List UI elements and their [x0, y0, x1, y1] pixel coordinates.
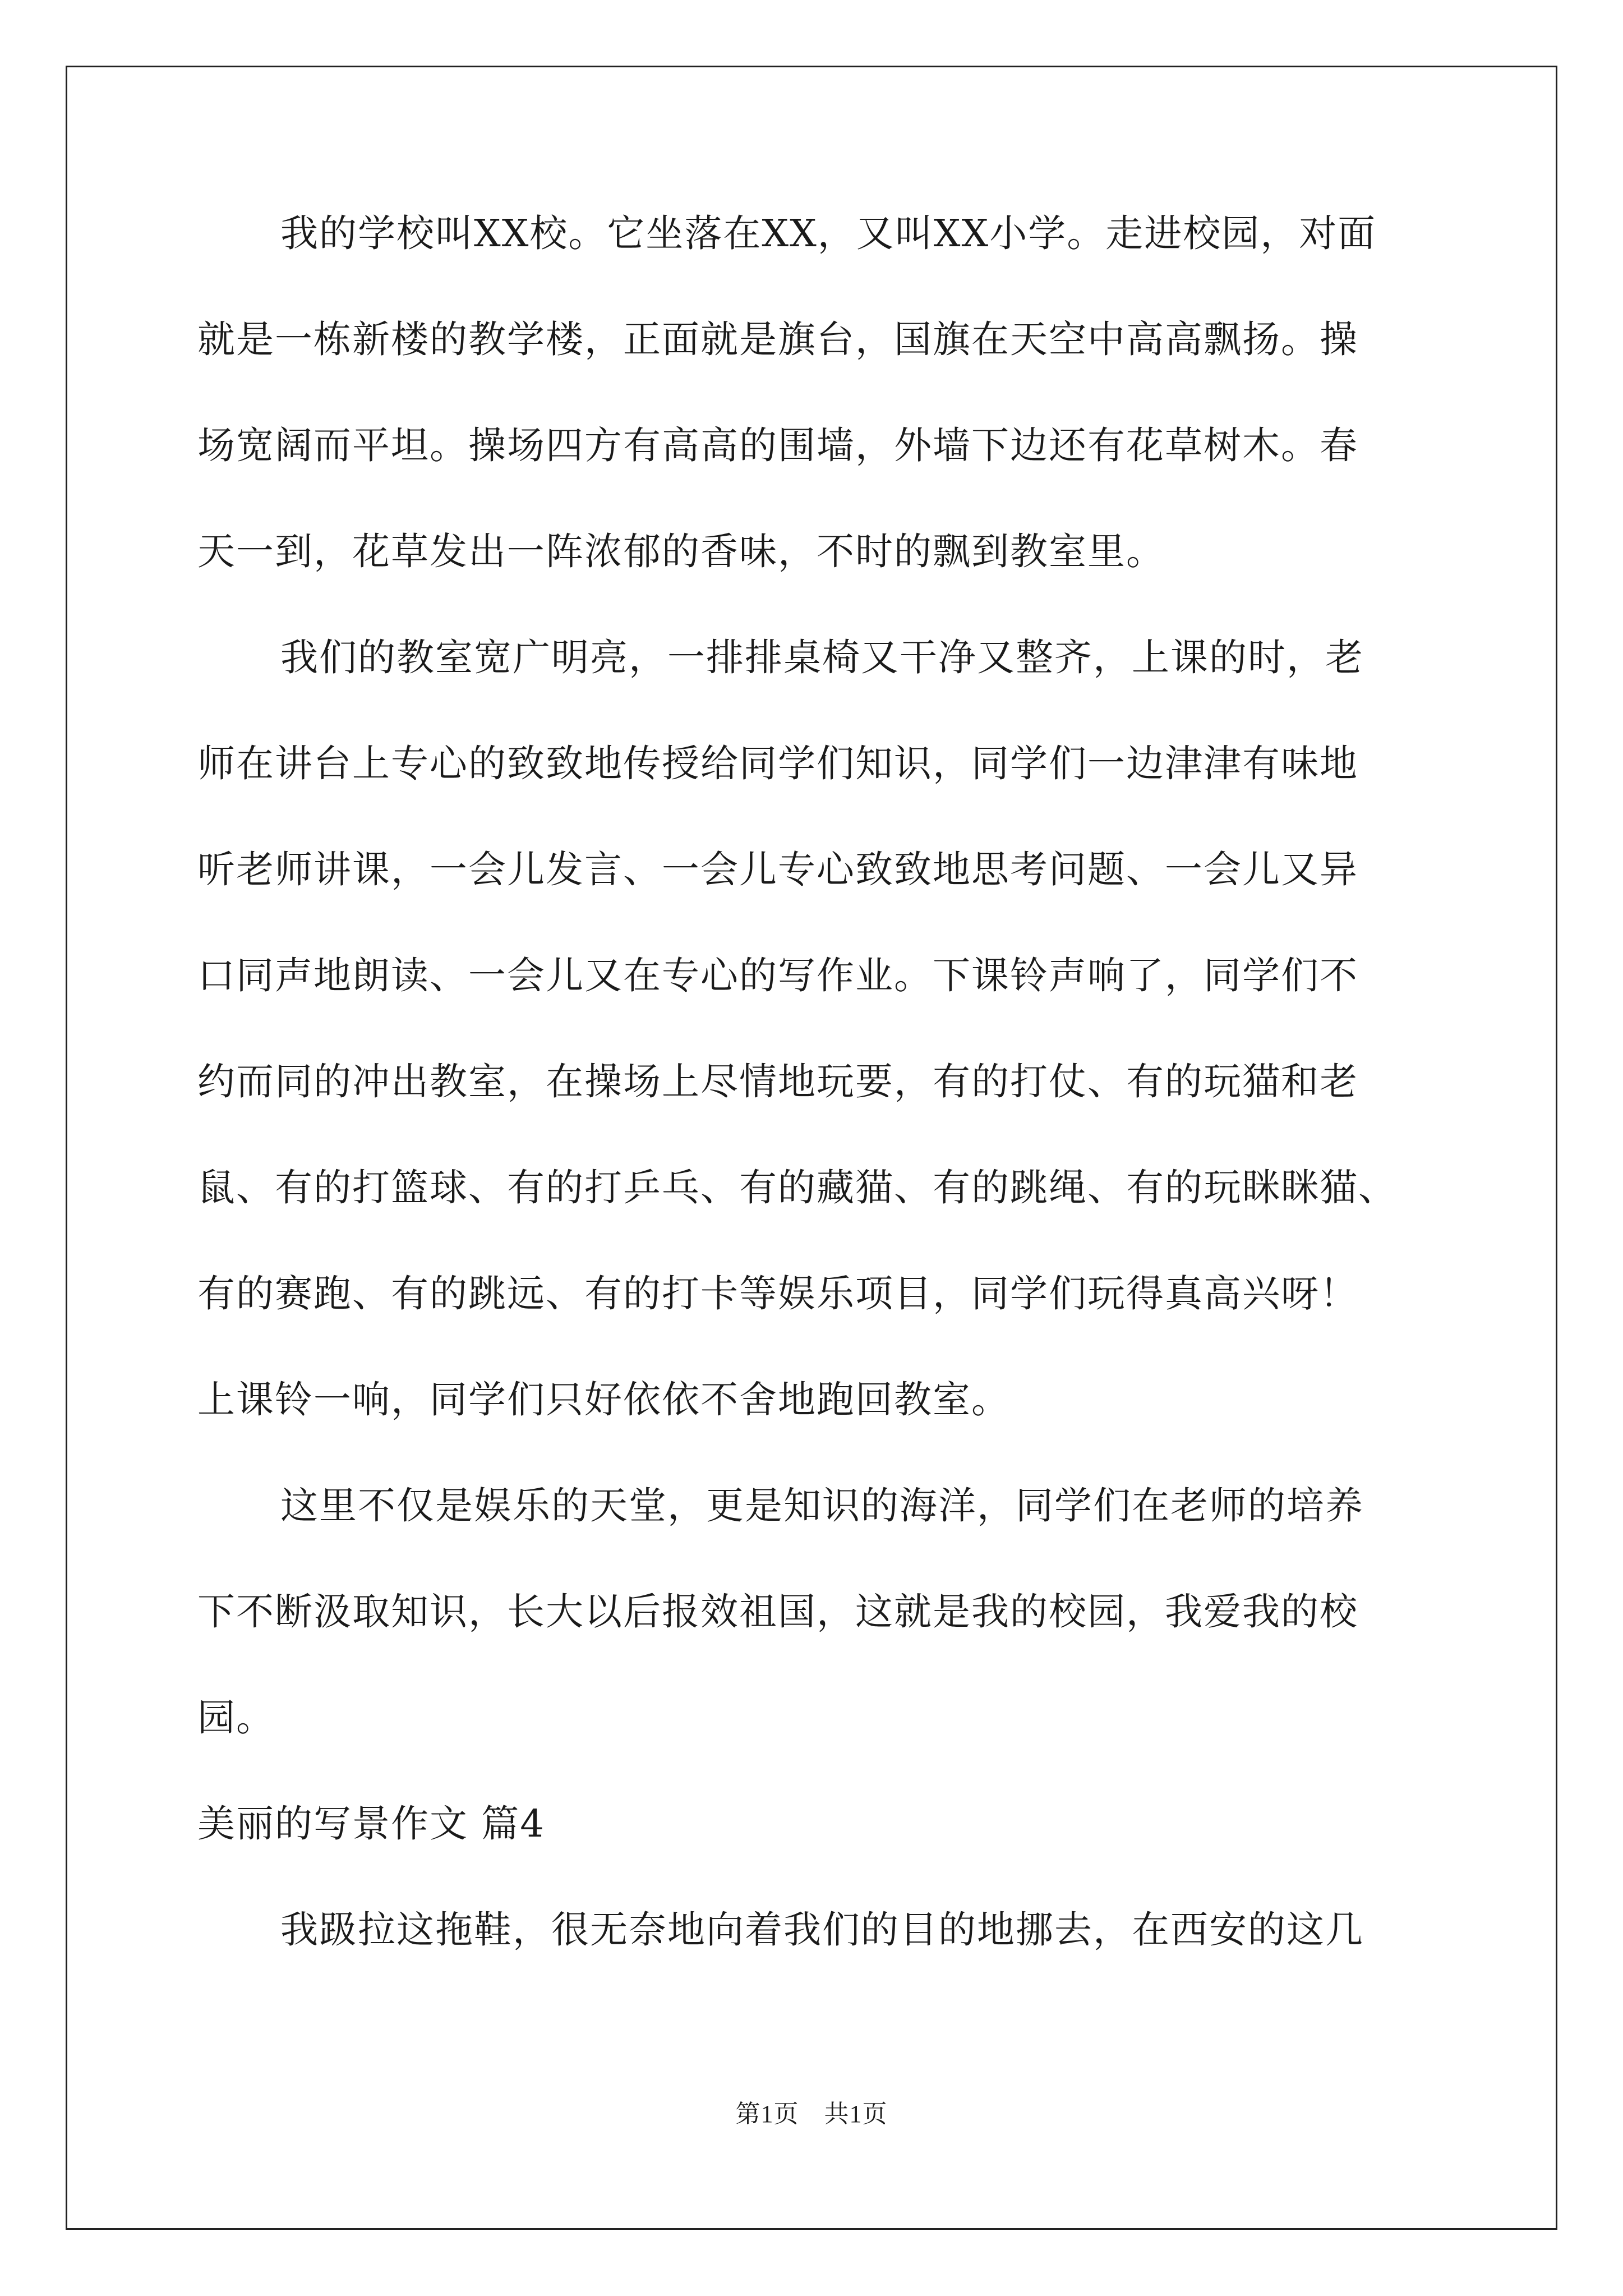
text-line: 场宽阔而平坦。操场四方有高高的围墙，外墙下边还有花草树木。春	[197, 424, 1358, 467]
document-body	[197, 211, 1437, 2017]
text-line: 听老师讲课，一会儿发言、一会儿专心致致地思考问题、一会儿又异	[197, 848, 1358, 891]
text-line: 有的赛跑、有的跳远、有的打卡等娱乐项目，同学们玩得真高兴呀！	[197, 1272, 1358, 1315]
text-line: 上课铃一响，同学们只好依依不舍地跑回教室。	[197, 1378, 1010, 1421]
text-line: 我们的教室宽广明亮，一排排桌椅又干净又整齐，上课的时，老	[280, 636, 1364, 679]
text-line: 园。	[197, 1696, 275, 1740]
text-line: 下不断汲取知识，长大以后报效祖国，这就是我的校园，我爱我的校	[197, 1590, 1358, 1634]
text-line: 口同声地朗读、一会儿又在专心的写作业。下课铃声响了，同学们不	[197, 954, 1358, 997]
text-line: 鼠、有的打篮球、有的打乒乓、有的藏猫、有的跳绳、有的玩眯眯猫、	[197, 1166, 1397, 1209]
page-footer: 第1页 共1页	[735, 2100, 888, 2128]
text-line: 天一到，花草发出一阵浓郁的香味，不时的飘到教室里。	[197, 530, 1165, 573]
text-line: 我的学校叫XX校。它坐落在XX，又叫XX小学。走进校园，对面	[280, 211, 1377, 255]
text-line: 这里不仅是娱乐的天堂，更是知识的海洋，同学们在老师的培养	[280, 1484, 1364, 1527]
section-heading: 美丽的写景作文 篇4	[197, 1802, 545, 1846]
text-line: 约而同的冲出教室，在操场上尽情地玩要，有的打仗、有的玩猫和老	[197, 1060, 1358, 1103]
text-line: 我趿拉这拖鞋，很无奈地向着我们的目的地挪去，在西安的这几	[280, 1908, 1364, 1952]
text-line: 师在讲台上专心的致致地传授给同学们知识，同学们一边津津有味地	[197, 742, 1358, 785]
text-line: 就是一栋新楼的教学楼，正面就是旗台，国旗在天空中高高飘扬。操	[197, 318, 1358, 361]
